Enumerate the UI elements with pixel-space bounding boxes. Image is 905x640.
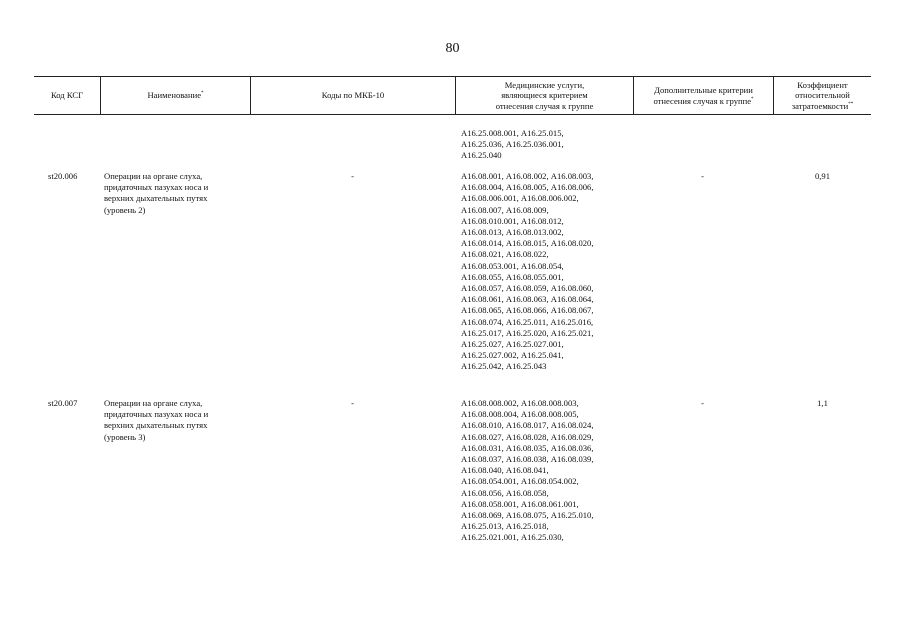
header-coefficient-footnote-mark: ** — [848, 101, 854, 107]
row-name: Операции на органе слуха, придаточных пазухах носа и верхних дыхательных путях (уровень 3) — [104, 398, 209, 442]
header-mkb-codes-label: Коды по МКБ-10 — [321, 90, 385, 101]
row-extra-criteria: - — [701, 171, 704, 181]
row-code: st20.007 — [48, 398, 78, 408]
header-coefficient-text: Коэффициент относительной затратоемкости — [791, 79, 850, 111]
header-name-footnote-mark: * — [201, 91, 204, 97]
header-services-label: Медицинские услуги, являющиеся критерием отнесения случая к группе — [495, 79, 594, 111]
header-services — [456, 77, 633, 114]
header-coefficient — [774, 77, 871, 114]
row-coefficient: 0,91 — [814, 171, 831, 181]
page-number: 80 — [445, 41, 460, 56]
header-code-label: Код КСГ — [50, 90, 84, 101]
header-name-label — [147, 90, 203, 101]
header-extra-criteria-label — [653, 85, 753, 106]
header-mkb-codes — [251, 77, 455, 114]
row-code: st20.006 — [48, 171, 78, 181]
header-coefficient-label — [792, 80, 853, 112]
header-name — [101, 77, 250, 114]
header-code — [34, 77, 100, 114]
header-extra-criteria — [634, 77, 773, 114]
row-mkb: - — [351, 171, 354, 181]
table-header-bottom-border — [34, 114, 871, 115]
row-extra-criteria: - — [701, 398, 704, 408]
header-extra-criteria-footnote-mark: * — [751, 96, 754, 102]
row-name: Операции на органе слуха, придаточных пазухах носа и верхних дыхательных путях (уровень 2) — [104, 171, 209, 215]
row-services: А16.08.001, А16.08.002, А16.08.003, А16.08.004, А16.08.005, А16.08.006, А16.08.006.001, А16.08.006.002, А16.08.007, А16.08.009, А16.08.010.001, А16.08.012, А16.08.013, А16.08.013.002, А16.08.014, А16.08.015, А16.08.020, А16.08.021, А16.08.022, А16.08.053.001, А16.08.054, А16.08.055, А16.08.055.001, А16.08.057, А16.08.059, А16.08.060, А16.08.061, А16.08.063, А16.08.064, А16.08.065, А16.08.066, А16.08.067, А16.08.074, А16.25.011, А16.25.016, А16.25.017, А16.25.020, А16.25.021, А16.25.027, А16.25.027.001, А16.25.027.002, А16.25.041, А16.25.042, А16.25.043 — [461, 171, 594, 372]
row-mkb: - — [351, 398, 354, 408]
header-extra-criteria-text: Дополнительные критерии отнесения случая к группе — [653, 84, 753, 106]
continuation-services: А16.25.008.001, А16.25.015, А16.25.036, А16.25.036.001, А16.25.040 — [461, 128, 564, 161]
header-name-text: Наименование — [147, 90, 202, 101]
row-services: А16.08.008.002, А16.08.008.003, А16.08.008.004, А16.08.008.005, А16.08.010, А16.08.017, А16.08.024, А16.08.027, А16.08.028, А16.08.029, А16.08.031, А16.08.035, А16.08.036, А16.08.037, А16.08.038, А16.08.039, А16.08.040, А16.08.041, А16.08.054.001, А16.08.054.002, А16.08.056, А16.08.058, А16.08.058.001, А16.08.061.001, А16.08.069, А16.08.075, А16.25.010, А16.25.013, А16.25.018, А16.25.021.001, А16.25.030, — [461, 398, 594, 543]
row-coefficient: 1,1 — [817, 398, 828, 408]
